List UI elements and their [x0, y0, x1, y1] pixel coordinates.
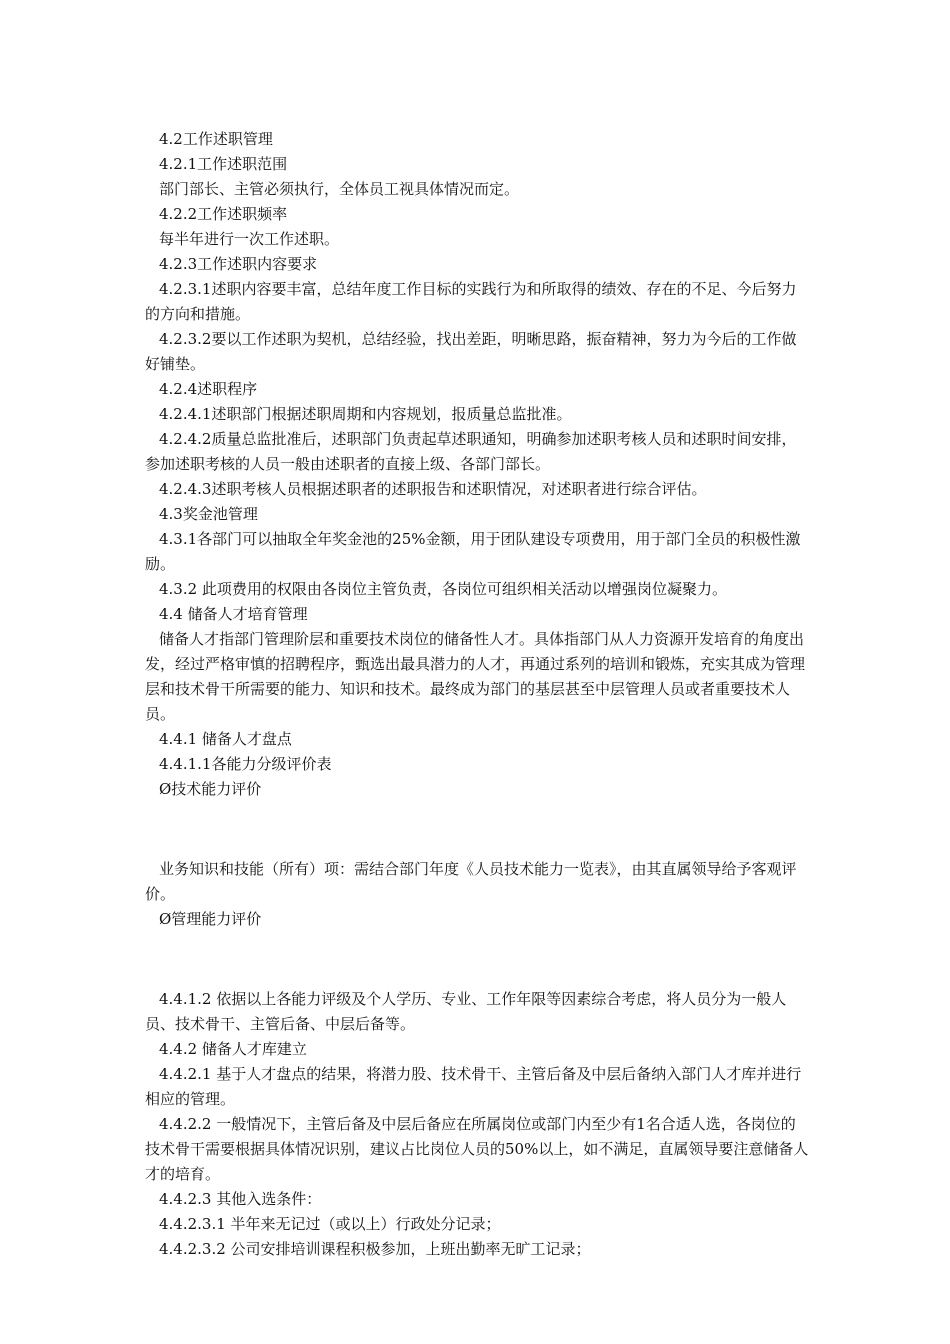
paragraph: 4.4.1 储备人才盘点: [159, 730, 292, 748]
paragraph: 4.2.2工作述职频率: [159, 205, 288, 223]
paragraph: 4.4 储备人才培育管理: [159, 605, 308, 623]
paragraph: 4.3.1各部门可以抽取全年奖金池的25%金额，用于团队建设专项费用，用于部门全员的积极性激励。: [145, 530, 801, 573]
paragraph: 4.2.4述职程序: [159, 380, 258, 398]
blank-line: [145, 817, 810, 842]
paragraph: 业务知识和技能（所有）项：需结合部门年度《人员技术能力一览表》，由其直属领导给予客观评价。: [145, 860, 797, 903]
paragraph: Ø技术能力评价: [159, 780, 262, 798]
paragraph: 4.4.2.2 一般情况下，主管后备及中层后备应在所属岗位或部门内至少有1名合适人选，各岗位的技术骨干需要根据具体情况识别，建议占比岗位人员的50%以上，如不满足，直属领导要注意储备人才的培育。: [145, 1115, 809, 1183]
paragraph: 4.4.2.3.1 半年来无记过（或以上）行政处分记录；: [159, 1215, 501, 1233]
paragraph: 4.4.1.1各能力分级评价表: [159, 755, 332, 773]
paragraph: 4.2.1工作述职范围: [159, 155, 288, 173]
blank-line: [145, 947, 810, 972]
paragraph: 每半年进行一次工作述职。: [159, 230, 340, 248]
paragraph: 部门部长、主管必须执行，全体员工视具体情况而定。: [159, 180, 520, 198]
paragraph: 4.2.4.3述职考核人员根据述职者的述职报告和述职情况，对述职者进行综合评估。: [159, 480, 707, 498]
paragraph: Ø管理能力评价: [159, 910, 262, 928]
paragraph: 4.4.2.3.2 公司安排培训课程积极参加，上班出勤率无旷工记录；: [159, 1240, 591, 1258]
paragraph: 4.3奖金池管理: [159, 505, 258, 523]
paragraph: 4.2.4.1述职部门根据述职周期和内容规划，报质量总监批准。: [159, 405, 572, 423]
paragraph: 4.2.3工作述职内容要求: [159, 255, 318, 273]
paragraph: 4.4.2.1 基于人才盘点的结果，将潜力股、技术骨干、主管后备及中层后备纳入部门人才库并进行相应的管理。: [145, 1065, 802, 1108]
paragraph: 4.2.3.1述职内容要丰富，总结年度工作目标的实践行为和所取得的绩效、存在的不足、今后努力的方向和措施。: [145, 280, 797, 323]
paragraph: 4.4.1.2 依据以上各能力评级及个人学历、专业、工作年限等因素综合考虑，将人员分为一般人员、技术骨干、主管后备、中层后备等。: [145, 990, 787, 1033]
paragraph: 4.4.2 储备人才库建立: [159, 1040, 307, 1058]
paragraph: 4.2.3.2要以工作述职为契机，总结经验，找出差距，明晰思路，振奋精神，努力为今后的工作做好铺垫。: [145, 330, 797, 373]
paragraph: 4.2工作述职管理: [159, 130, 273, 148]
paragraph: 储备人才指部门管理阶层和重要技术岗位的储备性人才。具体指部门从人力资源开发培育的角度出发，经过严格审慎的招聘程序，甄选出最具潜力的人才，再通过系列的培训和锻炼，充实其成为管理层和技术骨干所需要的能力、知识和技术。最终成为部门的基层甚至中层管理人员或者重要技术人员。: [145, 630, 806, 723]
paragraph: 4.4.2.3 其他入选条件：: [159, 1190, 322, 1208]
paragraph: 4.3.2 此项费用的权限由各岗位主管负责，各岗位可组织相关活动以增强岗位凝聚力。: [159, 580, 727, 598]
document-body: [145, 127, 810, 1262]
paragraph: 4.2.4.2质量总监批准后，述职部门负责起草述职通知，明确参加述职考核人员和述职时间安排，参加述职考核的人员一般由述职者的直接上级、各部门部长。: [145, 430, 797, 473]
